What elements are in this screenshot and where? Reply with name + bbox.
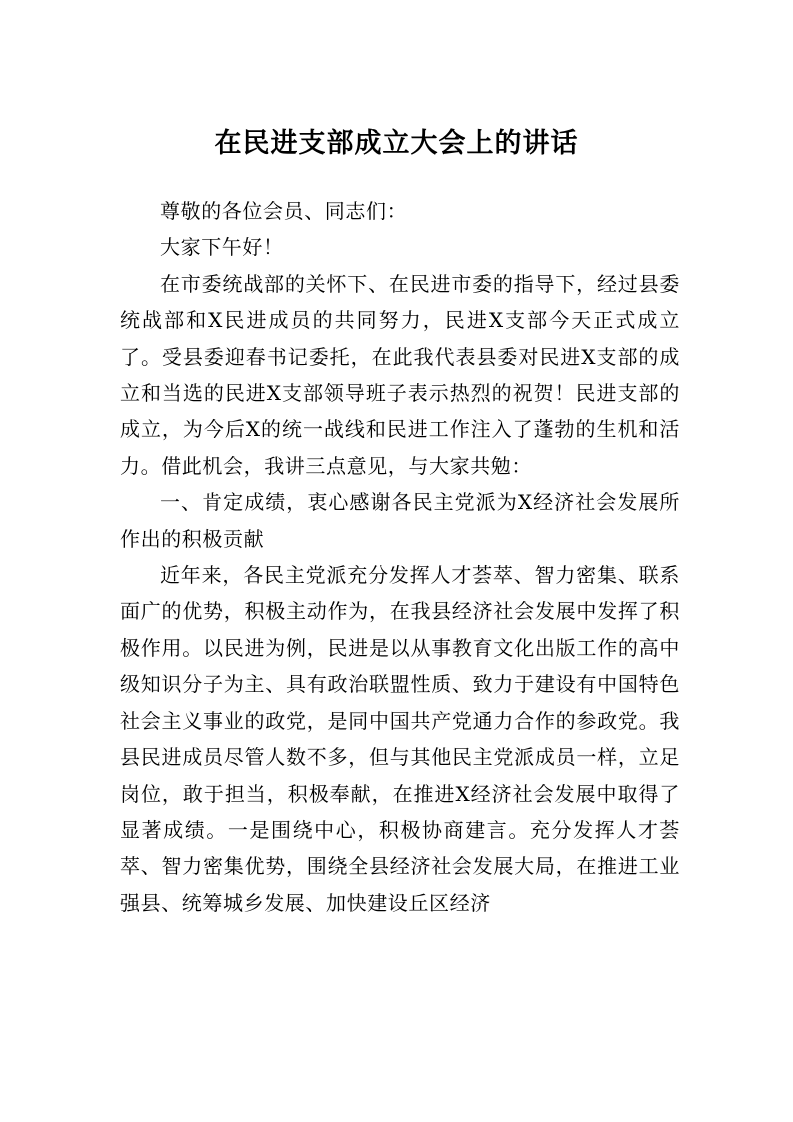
body-paragraph: 在市委统战部的关怀下、在民进市委的指导下，经过县委统战部和X民进成员的共同努力，民进X支部今天正式成立了。受县委迎春书记委托，在此我代表县委对民进X支部的成立和当选的民进X支部领导班子表示热烈的祝贺！民进支部的成立，为今后X的统一战线和民进工作注入了蓬勃的生机和活力。借此机会，我讲三点意见，与大家共勉： xyxy=(120,271,680,478)
body-paragraph: 近年来，各民主党派充分发挥人才荟萃、智力密集、联系面广的优势，积极主动作为，在我县经济社会发展中发挥了积极作用。以民进为例，民进是以从事教育文化出版工作的高中级知识分子为主、具有政治联盟性质、致力于建设有中国特色社会主义事业的政党，是同中国共产党通力合作的参政党。我县民进成员尽管人数不多，但与其他民主党派成员一样，立足岗位，敢于担当，积极奉献，在推进X经济社会发展中取得了显著成绩。一是围绕中心，积极协商建言。充分发挥人才荟萃、智力密集优势，围绕全县经济社会发展大局，在推进工业强县、统筹城乡发展、加快建设丘区经济 xyxy=(120,563,680,915)
salutation-paragraph: 尊敬的各位会员、同志们： xyxy=(160,199,408,223)
document-title: 在民进支部成立大会上的讲话 xyxy=(214,128,579,159)
section-heading-paragraph: 一、肯定成绩，衷心感谢各民主党派为X经济社会发展所作出的积极贡献 xyxy=(120,490,680,551)
greeting-paragraph: 大家下午好！ xyxy=(160,235,284,260)
document-body xyxy=(120,193,680,921)
